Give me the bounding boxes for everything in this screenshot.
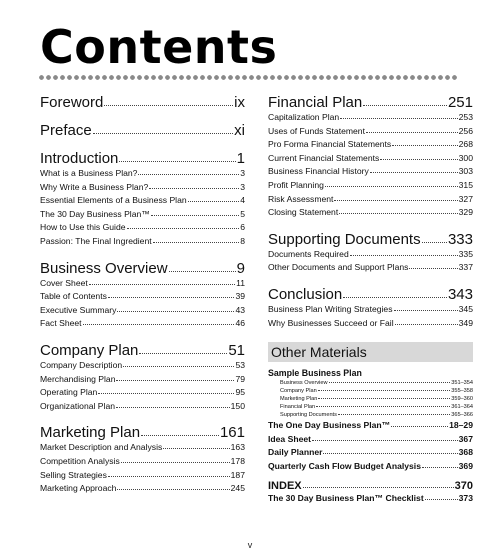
- dot-leader: [409, 262, 457, 269]
- entry-page-number: 161: [219, 424, 245, 442]
- entry-page-number: 303: [458, 166, 473, 177]
- toc-section-introduction: [40, 150, 245, 167]
- dot-leader: [169, 260, 236, 272]
- toc-left-column: [40, 94, 245, 496]
- dot-leader: [318, 386, 451, 391]
- entry-label: Business Overview: [40, 259, 168, 277]
- subheading-sample-business-plan: Sample Business Plan: [268, 368, 362, 379]
- entry-page-number: 367: [458, 433, 473, 444]
- toc-section-company-plan: [40, 342, 245, 359]
- entry-label: Profit Planning: [268, 179, 324, 190]
- toc-entry-executive-summary: [40, 304, 245, 318]
- entry-page-number: 46: [235, 318, 245, 329]
- dot-leader: [422, 231, 447, 243]
- entry-label: Foreword: [40, 94, 104, 111]
- entry-label: The One Day Business Plan™: [268, 420, 391, 431]
- dot-leader: [395, 318, 458, 325]
- entry-page-number: 335: [458, 248, 473, 259]
- entry-label: Preface: [40, 122, 92, 139]
- entry-page-number: 178: [230, 455, 245, 466]
- toc-entry-uses-of-funds-statement: [268, 125, 473, 139]
- toc-entry-market-description-and-analysis: [40, 441, 245, 455]
- entry-page-number: 51: [228, 341, 245, 359]
- entry-page-number: 79: [235, 373, 245, 384]
- entry-page-number: 300: [458, 152, 473, 163]
- entry-label: Risk Assessment: [268, 193, 334, 204]
- dot-leader: [303, 479, 454, 488]
- entry-page-number: 163: [230, 442, 245, 453]
- dot-leader: [139, 342, 227, 354]
- dot-leader: [108, 469, 230, 476]
- entry-page-number: xi: [234, 122, 245, 139]
- entry-page-number: 150: [230, 400, 245, 411]
- dot-leader: [343, 286, 447, 298]
- dot-leader: [391, 420, 448, 427]
- entry-label: Marketing Plan: [280, 396, 318, 403]
- dot-leader: [93, 123, 233, 135]
- entry-page-number: 327: [458, 193, 473, 204]
- entry-label: Business Overview: [280, 380, 328, 387]
- entry-label: Company Description: [40, 359, 123, 370]
- toc-entry-business-financial-history: [268, 165, 473, 179]
- entry-page-number: 349: [458, 317, 473, 328]
- entry-page-number: 18–29: [449, 420, 473, 431]
- dot-leader: [117, 483, 229, 490]
- toc-section-business-overview: [40, 260, 245, 277]
- entry-label: Competition Analysis: [40, 455, 120, 466]
- entry-label: Essential Elements of a Business Plan: [40, 195, 187, 206]
- entry-page-number: 11: [236, 277, 245, 288]
- dot-leader: [338, 410, 450, 415]
- dot-leader: [329, 378, 451, 383]
- dot-leader: [316, 402, 450, 407]
- dot-leader: [350, 249, 458, 256]
- entry-label: Business Plan Writing Strategies: [268, 303, 393, 314]
- entry-label: Capitalization Plan: [268, 112, 340, 122]
- toc-section-conclusion: [268, 286, 473, 303]
- toc-entry-fact-sheet: [40, 317, 245, 331]
- dot-leader: [153, 236, 240, 243]
- dot-leader: [123, 360, 234, 367]
- entry-page-number: 268: [458, 139, 473, 150]
- toc-section-financial-plan: [268, 94, 473, 111]
- toc-entry-what-is-a-business-plan: [40, 167, 245, 181]
- entry-page-number: 370: [454, 479, 473, 492]
- entry-label: The 30 Day Business Plan™: [40, 208, 150, 219]
- toc-entry-merchandising-plan: [40, 373, 245, 387]
- entry-page-number: 315: [458, 179, 473, 190]
- entry-page-number: 365–366: [451, 412, 473, 419]
- toc-entry-documents-required: [268, 248, 473, 262]
- entry-page-number: 253: [458, 112, 473, 122]
- toc-entry-capitalization-plan: [268, 111, 473, 125]
- entry-label: Quarterly Cash Flow Budget Analysis: [268, 460, 421, 471]
- dot-leader: [339, 207, 457, 214]
- entry-page-number: 329: [458, 207, 473, 218]
- dot-leader: [116, 374, 234, 381]
- page-title: Contents: [40, 20, 278, 74]
- entry-label: INDEX: [268, 479, 302, 492]
- toc-section-foreword: [40, 94, 245, 111]
- toc-entry-how-to-use-this-guide: [40, 221, 245, 235]
- toc-entry-operating-plan: [40, 386, 245, 400]
- entry-label: Pro Forma Financial Statements: [268, 139, 392, 150]
- toc-entry-table-of-contents: [40, 290, 245, 304]
- toc-entry-the-30-day-business-plan-checklist: [268, 492, 473, 506]
- toc-entry-idea-sheet: [268, 433, 473, 447]
- toc-entry-passion-the-final-ingredient: [40, 235, 245, 249]
- entry-label: Cover Sheet: [40, 277, 88, 288]
- entry-page-number: 333: [447, 230, 473, 248]
- entry-label: Organizational Plan: [40, 400, 116, 411]
- toc-entry-supporting-documents: [268, 411, 473, 419]
- dot-leader: [312, 434, 458, 441]
- entry-page-number: 361–364: [451, 404, 473, 411]
- entry-label: Market Description and Analysis: [40, 442, 163, 453]
- entry-page-number: 369: [458, 460, 473, 471]
- toc-entry-daily-planner: [268, 446, 473, 460]
- entry-label: Supporting Documents: [280, 412, 337, 419]
- entry-page-number: 3: [240, 181, 245, 192]
- entry-label: Merchandising Plan: [40, 373, 116, 384]
- dot-leader: [392, 139, 457, 146]
- entry-page-number: 6: [240, 222, 245, 233]
- entry-label: Operating Plan: [40, 387, 98, 398]
- entry-page-number: 359–360: [451, 396, 473, 403]
- toc-section-preface: [40, 122, 245, 139]
- entry-label: Table of Contents: [40, 291, 107, 302]
- entry-page-number: 95: [235, 387, 245, 398]
- entry-page-number: 256: [458, 125, 473, 136]
- dot-leader: [370, 166, 458, 173]
- entry-label: Company Plan: [40, 341, 139, 359]
- entry-label: Current Financial Statements: [268, 152, 380, 163]
- entry-page-number: 351–354: [451, 380, 473, 387]
- entry-label: Why Businesses Succeed or Fail: [268, 317, 394, 328]
- dot-leader: [188, 195, 240, 202]
- entry-page-number: 4: [240, 195, 245, 206]
- dot-leader: [98, 387, 234, 394]
- toc-entry-cover-sheet: [40, 277, 245, 291]
- toc-entry-closing-statement: [268, 206, 473, 220]
- dot-leader: [363, 95, 447, 107]
- toc-entry-business-plan-writing-strategies: [268, 303, 473, 317]
- toc-entry-competition-analysis: [40, 455, 245, 469]
- dot-leader: [149, 182, 239, 189]
- dot-leader: [163, 442, 229, 449]
- toc-section-marketing-plan: [40, 424, 245, 441]
- dot-leader: [141, 425, 219, 437]
- dot-leader: [121, 456, 230, 463]
- dot-leader: [127, 222, 240, 229]
- entry-label: Marketing Plan: [40, 424, 141, 442]
- entry-page-number: 343: [447, 285, 473, 303]
- dot-leader: [117, 305, 234, 312]
- entry-label: Introduction: [40, 150, 119, 167]
- toc-entry-why-write-a-business-plan: [40, 181, 245, 195]
- dot-leader: [340, 112, 457, 119]
- entry-page-number: 373: [458, 492, 473, 503]
- entry-label: Documents Required: [268, 248, 349, 259]
- dot-leader: [116, 401, 230, 408]
- entry-page-number: ix: [234, 94, 245, 111]
- entry-label: Passion: The Final Ingredient: [40, 235, 152, 246]
- toc-entry-selling-strategies: [40, 469, 245, 483]
- dot-leader: [138, 168, 239, 175]
- entry-label: Daily Planner: [268, 447, 323, 458]
- entry-label: Other Documents and Support Plans: [268, 262, 409, 273]
- entry-label: Marketing Approach: [40, 483, 117, 494]
- toc-entry-the-30-day-business-plan: [40, 208, 245, 222]
- dot-leader: [151, 209, 239, 216]
- entry-page-number: 355–358: [451, 388, 473, 395]
- entry-label: Uses of Funds Statement: [268, 125, 365, 136]
- dot-leader: [89, 278, 235, 285]
- toc-right-column: [268, 94, 473, 505]
- entry-page-number: 368: [458, 447, 473, 458]
- entry-label: Selling Strategies: [40, 469, 107, 480]
- dot-leader: [323, 447, 457, 454]
- entry-label: How to Use this Guide: [40, 222, 126, 233]
- dot-leader: [422, 461, 458, 468]
- entry-page-number: 8: [240, 235, 245, 246]
- dot-leader: [318, 394, 450, 399]
- toc-entry-organizational-plan: [40, 400, 245, 414]
- entry-label: Financial Plan: [280, 404, 316, 411]
- toc-entry-index: [268, 480, 473, 492]
- toc-entry-profit-planning: [268, 179, 473, 193]
- toc-entry-pro-forma-financial-statements: [268, 138, 473, 152]
- entry-label: What is a Business Plan?: [40, 168, 138, 178]
- dot-leader: [366, 126, 458, 133]
- entry-label: Financial Plan: [268, 94, 363, 111]
- page-number: v: [247, 540, 253, 550]
- entry-page-number: 187: [230, 469, 245, 480]
- entry-page-number: 1: [236, 150, 245, 167]
- toc-entry-risk-assessment: [268, 193, 473, 207]
- entry-page-number: 39: [235, 291, 245, 302]
- toc-entry-current-financial-statements: [268, 152, 473, 166]
- dot-leader: [425, 492, 458, 499]
- entry-page-number: 245: [230, 483, 245, 494]
- dot-leader: [119, 151, 235, 163]
- entry-page-number: 337: [458, 262, 473, 273]
- entry-label: Closing Statement: [268, 207, 339, 218]
- dot-leader: [380, 153, 457, 160]
- entry-page-number: 3: [240, 168, 245, 178]
- toc-entry-marketing-approach: [40, 482, 245, 496]
- section-banner-other-materials: Other Materials: [268, 342, 473, 362]
- toc-entry-essential-elements-of-a-business-plan: [40, 194, 245, 208]
- entry-label: Company Plan: [280, 388, 317, 395]
- dot-leader: [394, 304, 458, 311]
- entry-label: Supporting Documents: [268, 230, 421, 248]
- dotted-divider: [38, 74, 458, 81]
- entry-label: Conclusion: [268, 285, 343, 303]
- entry-page-number: 53: [235, 359, 245, 370]
- dot-leader: [83, 318, 235, 325]
- entry-label: The 30 Day Business Plan™ Checklist: [268, 492, 424, 503]
- entry-label: Why Write a Business Plan?: [40, 181, 149, 192]
- dot-leader: [325, 180, 458, 187]
- entry-page-number: 9: [236, 259, 245, 277]
- entry-page-number: 43: [235, 304, 245, 315]
- toc-section-supporting-documents: [268, 231, 473, 248]
- toc-entry-quarterly-cash-flow-budget-analysis: [268, 460, 473, 474]
- entry-label: Business Financial History: [268, 166, 369, 177]
- entry-label: Fact Sheet: [40, 318, 82, 329]
- entry-page-number: 251: [447, 94, 473, 111]
- toc-entry-company-description: [40, 359, 245, 373]
- toc-entry-the-one-day-business-plan: [268, 419, 473, 433]
- toc-entry-why-businesses-succeed-or-fail: [268, 317, 473, 331]
- dot-leader: [104, 95, 233, 107]
- entry-page-number: 345: [458, 303, 473, 314]
- entry-label: Executive Summary: [40, 304, 117, 315]
- entry-page-number: 5: [240, 208, 245, 219]
- entry-label: Idea Sheet: [268, 433, 311, 444]
- dot-leader: [334, 194, 457, 201]
- dot-leader: [108, 291, 235, 298]
- toc-entry-other-documents-and-support-plans: [268, 261, 473, 275]
